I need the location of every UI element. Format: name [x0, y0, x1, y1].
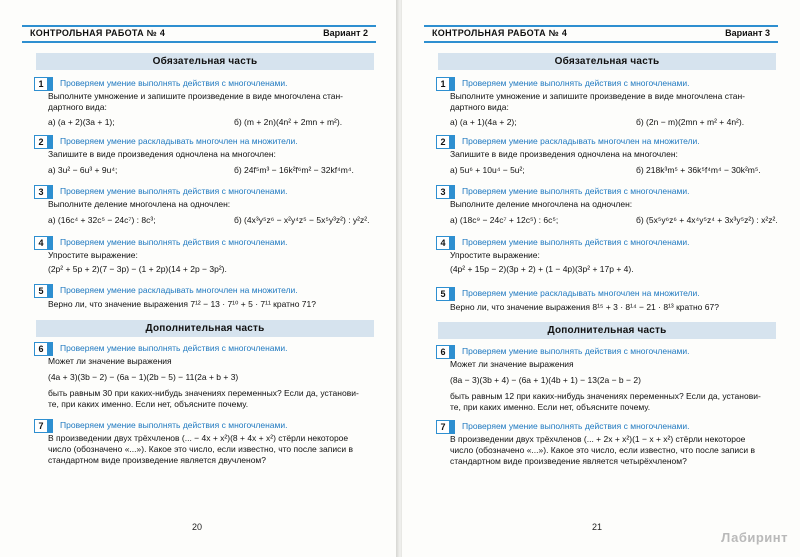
task-marker: [48, 284, 53, 298]
task-part-a: а) (16c⁴ + 32c⁵ − 24c⁷) : 8c³;: [48, 215, 156, 225]
task-skill: Проверяем умение выполнять действия с многочленами.: [462, 78, 690, 88]
task-skill: Проверяем умение выполнять действия с многочленами.: [60, 186, 288, 196]
task-part-b: б) (m + 2n)(4n² + 2mn + m²).: [234, 117, 343, 127]
task-text: Выполните умножение и запишите произведение в виде многочлена стан-: [450, 91, 746, 101]
task-text: (2p² + 5p + 2)(7 − 3p) − (1 + 2p)(14 + 2p − 3p²).: [48, 264, 227, 274]
task-marker: [450, 135, 455, 149]
task-skill: Проверяем умение выполнять действия с многочленами.: [462, 421, 690, 431]
left-page: [0, 0, 398, 557]
header-bar: [22, 25, 376, 43]
task-text: Может ли значение выражения: [450, 359, 574, 369]
right-page: [402, 0, 800, 557]
task-text: Выполните деление многочлена на одночлен:: [450, 199, 633, 209]
task-marker: [450, 185, 455, 199]
task-marker: [450, 77, 455, 91]
task-text: (8a − 3)(3b + 4) − (6a + 1)(4b + 1) − 13(2a − b − 2): [450, 375, 641, 385]
task-number: 5: [436, 287, 450, 301]
task-text: стандартном виде произведение является четырёхчленом?: [450, 456, 687, 466]
task-part-b: б) 218k³m⁵ + 36k⁵f⁴m⁴ − 30k²m⁵.: [636, 165, 761, 175]
task-number: 2: [436, 135, 450, 149]
task-text: дартного вида:: [48, 102, 107, 112]
task-text: те, при каких именно. Если нет, объясните почему.: [48, 399, 249, 409]
task-text: (4a + 3)(3b − 2) − (6a − 1)(2b − 5) − 11(2a + b + 3): [48, 372, 239, 382]
task-part-a: а) (a + 2)(3a + 1);: [48, 117, 115, 127]
task-text: Упростите выражение:: [48, 250, 138, 260]
task-number: 5: [34, 284, 48, 298]
task-text: Может ли значение выражения: [48, 356, 172, 366]
task-text: В произведении двух трёхчленов (... − 4x + x²)(8 + 4x + x²) стёрли некоторое: [48, 433, 349, 443]
task-part-b: б) (2n − m)(2mn + m² + 4n²).: [636, 117, 745, 127]
page-number: 21: [592, 522, 603, 532]
task-number: 1: [34, 77, 48, 91]
task-text: быть равным 30 при каких-нибудь значениях переменных? Если да, установи-: [48, 388, 359, 398]
task-skill: Проверяем умение выполнять действия с многочленами.: [60, 420, 288, 430]
header-bar: [424, 25, 778, 43]
task-number: 6: [34, 342, 48, 356]
task-marker: [48, 419, 53, 433]
task-number: 7: [34, 419, 48, 433]
task-text: (4p² + 15p − 2)(3p + 2) + (1 − 4p)(3p² + 17p + 4).: [450, 264, 634, 274]
section-additional: Дополнительная часть: [438, 322, 776, 339]
task-skill: Проверяем умение выполнять действия с многочленами.: [60, 343, 288, 353]
task-text: дартного вида:: [450, 102, 509, 112]
task-marker: [48, 77, 53, 91]
task-number: 4: [436, 236, 450, 250]
task-skill: Проверяем умение выполнять действия с многочленами.: [60, 78, 288, 88]
variant-label: Вариант 3: [725, 28, 770, 38]
task-skill: Проверяем умение выполнять действия с многочленами.: [462, 186, 690, 196]
task-text: стандартном виде произведение является двучленом?: [48, 455, 266, 465]
page-number: 20: [192, 522, 203, 532]
task-part-b: б) (5x⁵y⁶z⁶ + 4x⁴y⁵z⁴ + 3x³y⁵z²) : x²z².: [636, 215, 778, 225]
section-additional: Дополнительная часть: [36, 320, 374, 337]
task-skill: Проверяем умение выполнять действия с многочленами.: [60, 237, 288, 247]
task-skill: Проверяем умение выполнять действия с многочленами.: [462, 237, 690, 247]
publisher-watermark: Лабиринт: [721, 530, 788, 545]
task-text: число (обозначено «...»). Какое это число, если известно, что после записи в: [450, 445, 755, 455]
task-skill: Проверяем умение раскладывать многочлен на множители.: [60, 285, 298, 295]
task-number: 1: [436, 77, 450, 91]
task-marker: [48, 236, 53, 250]
task-number: 6: [436, 345, 450, 359]
task-text: Запишите в виде произведения одночлена на многочлен:: [450, 149, 678, 159]
task-text: Верно ли, что значение выражения 7¹² − 13 · 7¹⁰ + 5 · 7¹¹ кратно 71?: [48, 299, 316, 309]
task-text: те, при каких именно. Если нет, объясните почему.: [450, 402, 651, 412]
task-skill: Проверяем умение раскладывать многочлен на множители.: [462, 136, 700, 146]
task-number: 7: [436, 420, 450, 434]
section-required: Обязательная часть: [36, 53, 374, 70]
task-skill: Проверяем умение раскладывать многочлен на множители.: [60, 136, 298, 146]
task-text: В произведении двух трёхчленов (... + 2x + x²)(1 − x + x²) стёрли некоторое: [450, 434, 746, 444]
task-number: 2: [34, 135, 48, 149]
task-skill: Проверяем умение раскладывать многочлен на множители.: [462, 288, 700, 298]
task-part-b: б) (4x³y⁵z⁶ − x²y⁴z⁵ − 5x⁵y³z²) : y²z².: [234, 215, 370, 225]
task-marker: [48, 342, 53, 356]
task-number: 4: [34, 236, 48, 250]
task-part-a: а) (18c⁹ − 24c⁷ + 12c⁵) : 6c⁵;: [450, 215, 559, 225]
section-required: Обязательная часть: [438, 53, 776, 70]
task-marker: [450, 420, 455, 434]
task-text: число (обозначено «...»). Какое это число, если известно, что после записи в: [48, 444, 353, 454]
task-marker: [48, 135, 53, 149]
task-skill: Проверяем умение выполнять действия с многочленами.: [462, 346, 690, 356]
task-text: быть равным 12 при каких-нибудь значениях переменных? Если да, установи-: [450, 391, 761, 401]
task-marker: [48, 185, 53, 199]
task-number: 3: [436, 185, 450, 199]
task-text: Выполните умножение и запишите произведение в виде многочлена стан-: [48, 91, 344, 101]
task-marker: [450, 345, 455, 359]
variant-label: Вариант 2: [323, 28, 368, 38]
task-marker: [450, 236, 455, 250]
work-title: КОНТРОЛЬНАЯ РАБОТА № 4: [432, 28, 568, 38]
task-part-b: б) 24f⁵m³ − 16k²f⁶m² − 32kf⁴m⁴.: [234, 165, 354, 175]
task-text: Выполните деление многочлена на одночлен:: [48, 199, 231, 209]
task-number: 3: [34, 185, 48, 199]
task-text: Запишите в виде произведения одночлена на многочлен:: [48, 149, 276, 159]
task-text: Упростите выражение:: [450, 250, 540, 260]
task-marker: [450, 287, 455, 301]
task-part-a: а) 3u² − 6u³ + 9u⁴;: [48, 165, 118, 175]
work-title: КОНТРОЛЬНАЯ РАБОТА № 4: [30, 28, 166, 38]
task-part-a: а) (a + 1)(4a + 2);: [450, 117, 517, 127]
task-text: Верно ли, что значение выражения 8¹⁵ + 3 · 8¹⁴ − 21 · 8¹³ кратно 67?: [450, 302, 719, 312]
task-part-a: а) 5u⁶ + 10u⁴ − 5u²;: [450, 165, 525, 175]
